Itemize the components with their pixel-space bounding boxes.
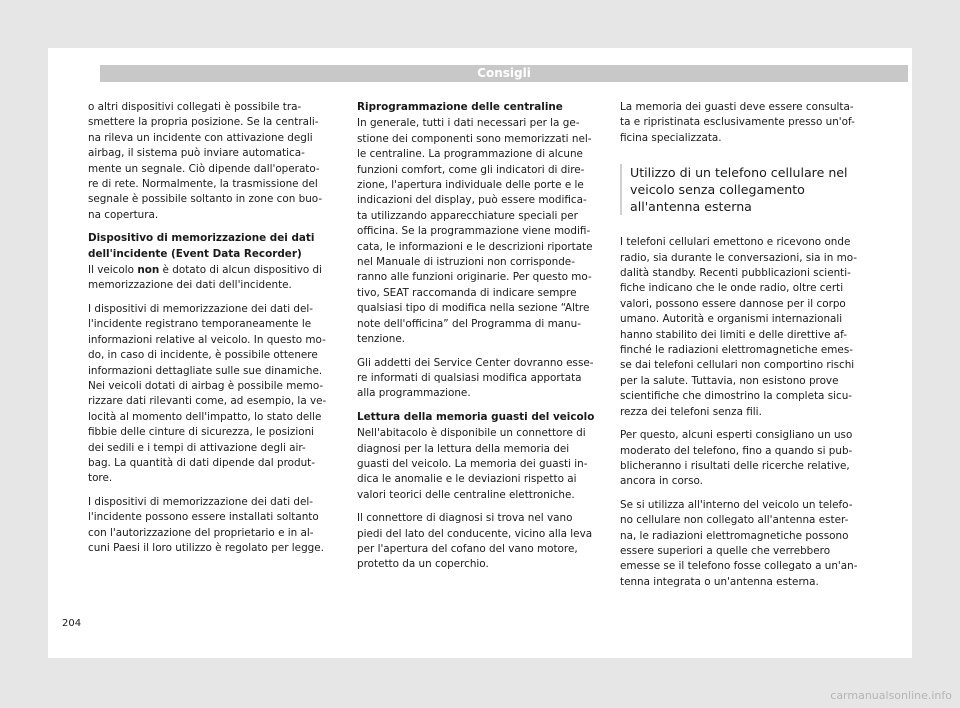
watermark: carmanualsonline.info	[830, 689, 952, 702]
paragraph: Per questo, alcuni esperti consigliano un uso moderato del telefono, fino a quando si pub-blicheranno i risultati delle ricerche relative, ancora in corso.	[620, 429, 853, 488]
paragraph: I telefoni cellulari emettono e ricevono onde radio, sia durante le conversazioni, sia in mo-dalità standby. Recenti pubblicazioni scienti-fiche indicano che le onde radio, oltre certi valori, possono essere dannose per il corpo umano. Autorità e organismi internazionali hanno stabilito dei limiti e delle direttive af-finché le radiazioni elettromagnetiche emes-se dai telefoni cellulari non comportino rischi per la salute. Tuttavia, non esistono prove scientifiche che dimostrino la completa sicu-rezza dei telefoni senza fili.	[620, 236, 858, 418]
paragraph: Il connettore di diagnosi si trova nel vano piedi del lato del conducente, vicino alla leva per l'apertura del cofano del vano motore, protetto da un coperchio.	[357, 512, 593, 571]
paragraph: Il veicolo non è dotato di alcun dispositivo di memorizzazione dei dati dell'incidente.	[88, 264, 323, 292]
text-column-2	[357, 100, 597, 581]
subheading-riprogrammazione: Riprogrammazione delle centraline	[357, 101, 563, 113]
text-column-3	[620, 100, 860, 598]
paragraph: In generale, tutti i dati necessari per la ge-stione dei componenti sono memorizzati nel-le centraline. La programmazione di alcune funzioni comfort, come gli indicatori di dire-zione, l'apertura individuale delle porte e le indicazioni del display, può essere modifica-ta utilizzando apparecchiature speciali per officina. Se la programmazione viene modifi-cata, le informazioni e le descrizioni riportate nel Manuale di istruzioni non corrisponde-ranno alle funzioni originarie. Per questo mo-tivo, SEAT raccomanda di indicare sempre qualsiasi tipo di modifica nella sezione “Altre note dell'officina” del Programma di manu-tenzione.	[357, 117, 593, 346]
subheading-memoria-guasti: Lettura della memoria guasti del veicolo	[357, 410, 595, 423]
section-title-telefono: Utilizzo di un telefono cellulare nel veicolo senza collegamento all'antenna esterna	[620, 164, 860, 215]
paragraph: La memoria dei guasti deve essere consulta-ta e ripristinata esclusivamente presso un'of-ficina specializzata.	[620, 101, 855, 144]
paragraph: o altri dispositivi collegati è possibile tra-smettere la propria posizione. Se la centrali-na rileva un incidente con attivazione degli airbag, il sistema può inviare automatica-mente un segnale. Ciò dipende dall'operato-re di rete. Normalmente, la trasmissione del segnale è possibile soltanto in zone con buo-na copertura.	[88, 101, 323, 221]
paragraph: Gli addetti dei Service Center dovranno esse-re informati di qualsiasi modifica apportata alla programmazione.	[357, 356, 594, 400]
paragraph: Se si utilizza all'interno del veicolo un telefo-no cellulare non collegato all'antenna ester-na, le radiazioni elettromagnetiche possono essere superiori a quelle che verrebbero emesse se il telefono fosse collegato a un'an-tenna integrata o un'antenna esterna.	[620, 498, 858, 588]
paragraph: I dispositivi di memorizzazione dei dati del-l'incidente registrano temporaneamente le informazioni relative al veicolo. In questo mo-do, in caso di incidente, è possibile ottenere informazioni dettagliate sulle sue dinamiche. Nei veicoli dotati di airbag è possibile memo-rizzare dati rilevanti come, ad esempio, la ve-locità al momento dell'impatto, lo stato delle fibbie delle cinture di sicurezza, le posizioni dei sedili e i tempi di attivazione degli air-bag. La quantità di dati dipende dal produt-tore.	[88, 302, 327, 485]
page-number: 204	[62, 618, 82, 629]
text-column-1	[88, 100, 328, 564]
paragraph: Nell'abitacolo è disponibile un connettore di diagnosi per la lettura della memoria dei guasti del veicolo. La memoria dei guasti in-dica le anomalie e le deviazioni rispetto ai valori teorici delle centraline elettroniche.	[357, 427, 588, 501]
manual-page	[48, 48, 912, 658]
subheading-event-data-recorder: Dispositivo di memorizzazione dei dati dell'incidente (Event Data Recorder)	[88, 232, 315, 260]
section-header: Consigli	[100, 65, 908, 82]
emphasis-non: non	[137, 264, 160, 277]
paragraph: I dispositivi di memorizzazione dei dati del-l'incidente possono essere installati soltanto con l'autorizzazione del proprietario e in al-cuni Paesi il loro utilizzo è regolato per legge.	[88, 495, 324, 554]
